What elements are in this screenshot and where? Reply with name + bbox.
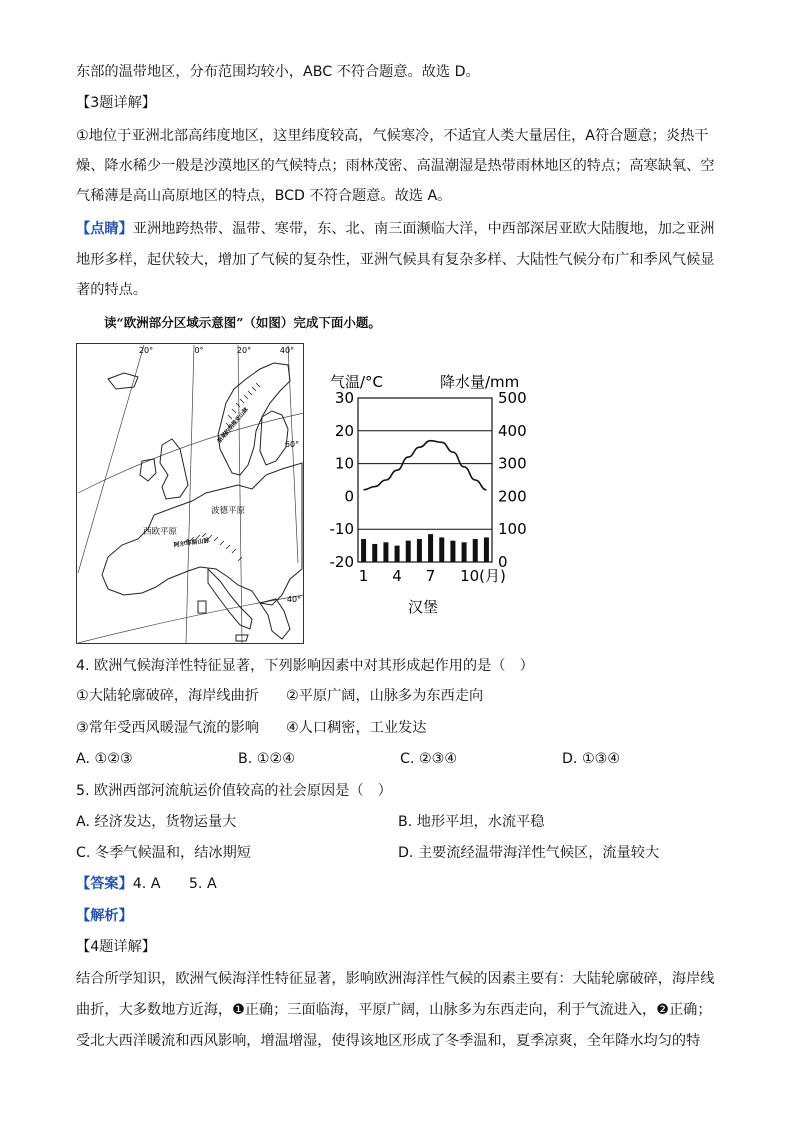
left-axis-label: 气温/°C [330, 373, 384, 391]
precip-bar [462, 542, 467, 562]
temperature-line [364, 441, 487, 490]
precip-bar [473, 539, 478, 562]
region-label: 阿尔卑斯山脉 [173, 537, 210, 549]
temp-tick-label: -20 [329, 553, 354, 571]
lon-label: 20° [236, 346, 252, 355]
temp-tick-label: 20 [334, 421, 354, 440]
figure-intro: 读“欧洲部分区域示意图”（如图）完成下面小题。 [104, 315, 381, 330]
month-tick-label: 4 [392, 567, 402, 585]
dianjing-line: 地形多样，起伏较大，增加了气候的复杂性，亚洲气候具有复杂多样、大陆性气候分布广和季风气候显 [76, 252, 715, 268]
dianjing-label: 【点睛】 [76, 221, 133, 237]
q4detail-line: 曲折，大多数地方近海，❶正确；三面临海，平原广阔，山脉多为东西走向，利于气流进入，❷正确； [76, 1002, 712, 1018]
q5-option-b: B. 地形平坦，水流平稳 [398, 814, 545, 830]
climate-chart [318, 366, 528, 618]
q5-option-d: D. 主要流经温带海洋性气候区，流量较大 [398, 845, 660, 861]
q4-item: ④人口稠密，工业发达 [286, 720, 427, 736]
q5-option-a: A. 经济发达，货物运量大 [76, 814, 237, 830]
city-label: 汉堡 [407, 598, 439, 616]
precip-bar [450, 541, 455, 562]
precip-bar [361, 539, 366, 562]
right-axis-label: 降水量/mm [440, 373, 520, 391]
lon-label: 40° [279, 346, 295, 355]
analysis-label: 【解析】 [76, 908, 133, 924]
temp-tick-label: 10 [334, 454, 354, 473]
region-label: 波德平原 [210, 506, 246, 516]
precip-tick-label: 400 [498, 421, 527, 440]
lon-label: 20° [138, 346, 154, 355]
answer-text: 4. A 5. A [132, 876, 217, 892]
precip-bar [383, 542, 388, 562]
plot-frame [358, 398, 492, 562]
answer-line [76, 874, 217, 894]
precip-bar [372, 544, 377, 562]
q5-stem: 5. 欧洲西部河流航运价值较高的社会原因是（ ） [76, 783, 392, 799]
temp-tick-label: 0 [344, 487, 354, 506]
month-tick-label: 10(月) [460, 567, 506, 585]
precip-bar [428, 534, 433, 562]
precip-tick-label: 500 [498, 389, 527, 407]
q3-line: 气稀薄是高山高原地区的特点，BCD 不符合题意。故选 A。 [76, 188, 452, 204]
temp-tick-label: 30 [334, 389, 354, 407]
q3-line: ①地位于亚洲北部高纬度地区，这里纬度较高，气候寒冷，不适宜人类大量居住，A符合题意；炎热干 [76, 128, 709, 144]
q3-header: 【3题详解】 [76, 95, 156, 111]
precip-tick-label: 300 [498, 454, 527, 473]
precip-bar [439, 537, 444, 562]
region-label: 斯堪的纳维亚山脉 [216, 406, 250, 445]
q4-item: ②平原广阔，山脉多为东西走向 [286, 688, 484, 704]
precip-tick-label: 0 [498, 553, 508, 571]
q4-stem: 4. 欧洲气候海洋性特征显著，下列影响因素中对其形成起作用的是（ ） [76, 658, 534, 674]
answer-label: 【答案】 [76, 876, 133, 892]
q4-item: ③常年受西风暖湿气流的影响 [76, 720, 259, 736]
q4-item: ①大陆轮廓破碎，海岸线曲折 [76, 688, 259, 704]
q4-option-c: C. ②③④ [400, 751, 458, 767]
precip-bar [406, 541, 411, 562]
month-tick-label: 7 [425, 567, 436, 585]
precip-tick-label: 100 [498, 520, 527, 539]
temp-tick-label: -10 [329, 520, 354, 539]
prev-text: 东部的温带地区，分布范围均较小，ABC 不符合题意。故选 D。 [76, 64, 480, 80]
precip-bar [484, 537, 489, 562]
lat-label: 40° [286, 595, 302, 604]
q4detail-line: 受北大西洋暖流和西风影响，增温增湿，使得该地区形成了冬季温和，夏季凉爽，全年降水均匀的特 [76, 1033, 701, 1049]
precip-tick-label: 200 [498, 487, 527, 506]
dianjing-line: 著的特点。 [76, 282, 147, 298]
q4-option-b: B. ①②④ [238, 751, 295, 767]
month-tick-label: 1 [358, 567, 369, 585]
q4detail-line: 结合所学知识，欧洲气候海洋性特征显著，影响欧洲海洋性气候的因素主要有：大陆轮廓破碎，海岸线 [76, 971, 715, 987]
q4detail-header: 【4题详解】 [76, 939, 156, 955]
dianjing-text: 亚洲地跨热带、温带、寒带，东、北、南三面濒临大洋，中西部深居亚欧大陆腹地，加之亚洲 [132, 221, 715, 237]
precip-bar [395, 546, 400, 562]
europe-map [76, 343, 304, 644]
lon-label: 0° [194, 346, 204, 355]
region-label: 西欧平原 [142, 527, 178, 537]
q4-option-a: A. ①②③ [76, 751, 133, 767]
lat-label: 60° [284, 440, 300, 449]
q3-line: 燥、降水稀少一般是沙漠地区的气候特点；雨林茂密、高温潮湿是热带雨林地区的特点；高寒缺氧、空 [76, 158, 715, 174]
q4-option-d: D. ①③④ [562, 751, 621, 767]
precip-bar [417, 539, 422, 562]
dianjing-line [76, 219, 714, 239]
q5-option-c: C. 冬季气候温和，结冰期短 [76, 845, 251, 861]
